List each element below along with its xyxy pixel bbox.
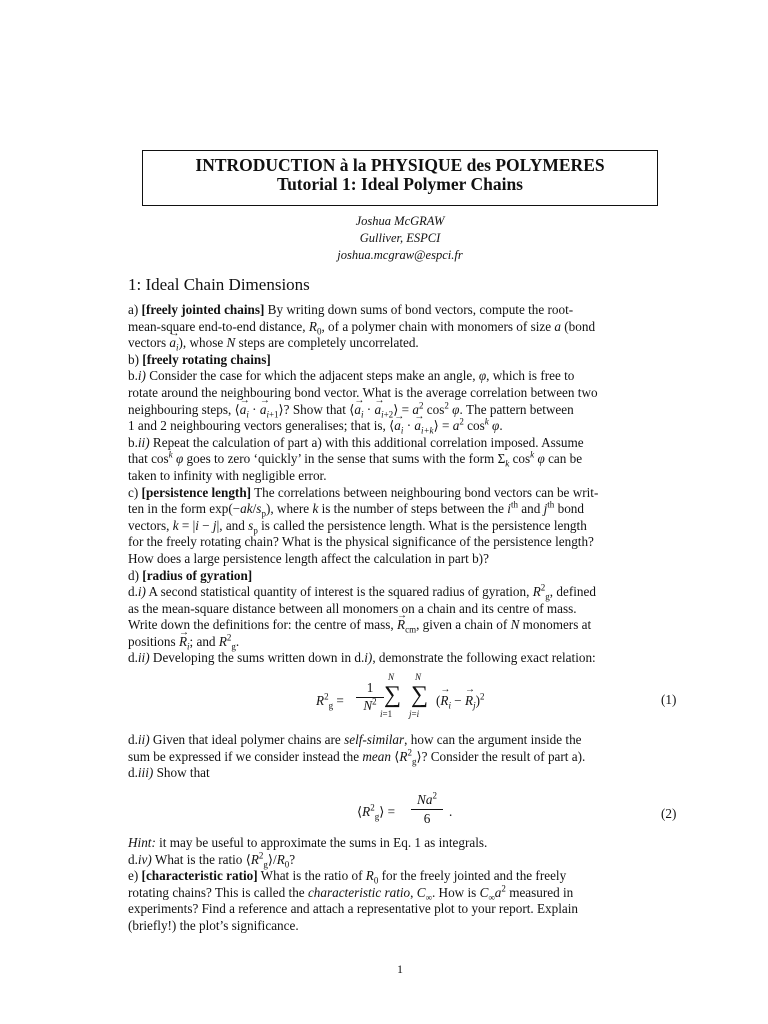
- text-line: experiments? Find a reference and attach a representative plot to your report. Explain: [128, 901, 579, 917]
- text-line: Write down the definitions for: the centre of mass, → $R_{cm}$, given a chain of N monomers at: [128, 617, 677, 634]
- text-line: ten in the form $\exp(-ak/s_p)$, where k is the number of steps between the $i^{th}$ and $j^{th}$ bond: [128, 499, 584, 519]
- title-line-1: INTRODUCTION à la PHYSIQUE des POLYMERES: [195, 155, 605, 175]
- text-line: rotating chains? This is called the characteristic ratio, $C_\infty$. How is $C_\infty a^2$ measured in: [128, 883, 574, 903]
- section-title: 1: Ideal Chain Dimensions: [128, 275, 310, 294]
- text-line: b) [freely rotating chains]: [128, 351, 271, 367]
- text-line: 1 and 2 neighbouring vectors generalises; that is, ⟨→ $a_i$ · → $a_{i+k}⟩ = a^2$ $\cos^k \varphi$.: [128, 418, 677, 435]
- text-line: Hint: it may be useful to approximate the sums in Eq. 1 as integrals.: [128, 835, 488, 850]
- body-text: [128, 302, 677, 667]
- text-line: neighbouring steps, ⟨→ $a_i$ · → $a_{i+1}⟩$? Show that ⟨→ $a_i$ · → $a_{i+2}⟩ = a^2$ $\cos^2 \varphi$. The pattern between: [128, 402, 677, 419]
- text-line: (briefly!) the plot’s significance.: [128, 917, 299, 933]
- author-name: Joshua McGRAW: [355, 214, 445, 228]
- text-line: b.ii) Repeat the calculation of part a) with this additional correlation imposed. Assume: [128, 434, 584, 450]
- text-line: for the freely rotating chain? What is the physical significance of the persistence length?: [128, 534, 594, 550]
- text-line: d.iv) What is the ratio $⟨R^2_g⟩/R_0$?: [128, 850, 296, 870]
- author-affiliation: Gulliver, ESPCI: [359, 231, 441, 245]
- text-line: vectors, k = |i − j|, and $s_p$ is called the persistence length. What is the persistence length: [128, 517, 587, 536]
- page-number: 1: [397, 962, 403, 976]
- text-line: d) [radius of gyration]: [128, 567, 253, 583]
- text-line: How does a large persistence length affect the calculation in part b)?: [128, 550, 489, 566]
- text-line: as the mean-square distance between all monomers on a chain and its centre of mass.: [128, 600, 577, 616]
- text-line: rotate around the neighbouring bond vector. What is the average correlation between two: [128, 384, 598, 400]
- equation-1: $R^2_g$ = 1 $N^2$ N ∑ i=1 N ∑ j=i (→ $R_i$ − → $R_j)^2$: [316, 680, 516, 724]
- text-line: d.iii) Show that: [128, 765, 210, 781]
- equation-2: $⟨R^2_g⟩$ = $Na^2$ 6 .: [357, 790, 453, 826]
- text-line: positions → $R_i$; and $R^2_g$.: [128, 634, 677, 651]
- text-line: sum be expressed if we consider instead the mean $⟨R^2_g⟩$? Consider the result of part a).: [128, 747, 586, 767]
- equation-1-number: (1): [661, 692, 677, 707]
- text-line: e) [characteristic ratio] What is the ratio of $R_0$ for the freely jointed and the freely: [128, 868, 567, 886]
- text-line: that $\cos^k \varphi$ goes to zero ‘quickly’ in the sense that sums with the form $\Sigma_k$ $\cos^k \varphi$ can be: [128, 449, 583, 469]
- text-line: b.i) Consider the case for which the adjacent steps make an angle, φ, which is free to: [128, 368, 575, 384]
- text-line: d.ii) Developing the sums written down in d.i), demonstrate the following exact relation:: [128, 650, 596, 666]
- equation-2-number: (2): [661, 806, 677, 821]
- body-text-3: [128, 835, 677, 935]
- text-line: d.ii) Given that ideal polymer chains are self-similar, how can the argument inside the: [128, 732, 582, 747]
- title-box: [142, 150, 658, 206]
- text-line: d.i) A second statistical quantity of interest is the squared radius of gyration, $R^2_g$, defined: [128, 582, 596, 602]
- author-email: joshua.mcgraw@espci.fr: [337, 248, 463, 262]
- text-line: taken to infinity with negligible error.: [128, 467, 327, 483]
- text-line: mean-square end-to-end distance, $R_0$, of a polymer chain with monomers of size a (bond: [128, 318, 596, 337]
- text-line: a) [freely jointed chains] By writing down sums of bond vectors, compute the root-: [128, 302, 574, 317]
- title-line-2: Tutorial 1: Ideal Polymer Chains: [277, 174, 523, 194]
- text-line: c) [persistence length] The correlations between neighbouring bond vectors can be writ-: [128, 484, 599, 500]
- text-line: vectors → $a_i$), whose N steps are completely uncorrelated.: [128, 335, 677, 352]
- body-text-2: [128, 732, 677, 782]
